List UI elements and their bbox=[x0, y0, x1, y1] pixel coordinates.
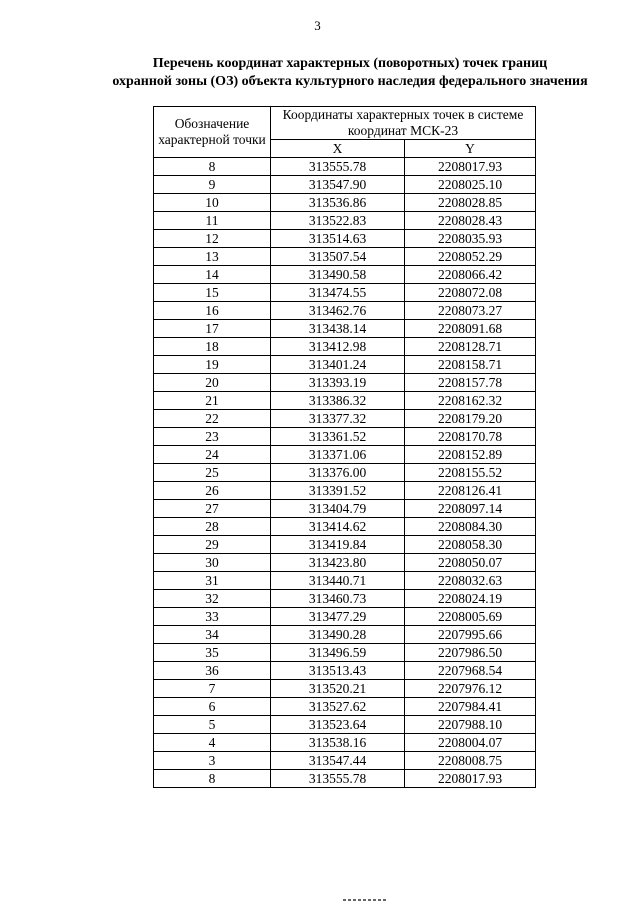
x-cell: 313438.14 bbox=[271, 320, 405, 338]
point-cell: 10 bbox=[154, 194, 271, 212]
y-cell: 2208028.43 bbox=[405, 212, 536, 230]
point-cell: 24 bbox=[154, 446, 271, 464]
point-cell: 35 bbox=[154, 644, 271, 662]
point-cell: 27 bbox=[154, 500, 271, 518]
table-row bbox=[154, 518, 536, 536]
x-cell: 313522.83 bbox=[271, 212, 405, 230]
point-cell: 5 bbox=[154, 716, 271, 734]
table-row bbox=[154, 194, 536, 212]
table-row bbox=[154, 176, 536, 194]
y-cell: 2208073.27 bbox=[405, 302, 536, 320]
x-column-header: X bbox=[271, 140, 405, 158]
coordinates-table bbox=[153, 106, 536, 788]
point-cell: 9 bbox=[154, 176, 271, 194]
point-cell: 11 bbox=[154, 212, 271, 230]
y-cell: 2207984.41 bbox=[405, 698, 536, 716]
point-column-header: Обозначение характерной точки bbox=[154, 107, 271, 158]
y-cell: 2208008.75 bbox=[405, 752, 536, 770]
document-title bbox=[70, 55, 630, 91]
point-cell: 14 bbox=[154, 266, 271, 284]
table-row bbox=[154, 644, 536, 662]
point-cell: 17 bbox=[154, 320, 271, 338]
point-cell: 19 bbox=[154, 356, 271, 374]
point-cell: 33 bbox=[154, 608, 271, 626]
table-row bbox=[154, 158, 536, 176]
y-cell: 2208052.29 bbox=[405, 248, 536, 266]
point-cell: 29 bbox=[154, 536, 271, 554]
point-cell: 3 bbox=[154, 752, 271, 770]
y-cell: 2208028.85 bbox=[405, 194, 536, 212]
x-cell: 313527.62 bbox=[271, 698, 405, 716]
point-cell: 12 bbox=[154, 230, 271, 248]
x-cell: 313536.86 bbox=[271, 194, 405, 212]
table-row bbox=[154, 464, 536, 482]
x-cell: 313514.63 bbox=[271, 230, 405, 248]
table-row bbox=[154, 248, 536, 266]
y-cell: 2208179.20 bbox=[405, 410, 536, 428]
point-cell: 32 bbox=[154, 590, 271, 608]
x-cell: 313523.64 bbox=[271, 716, 405, 734]
table-row bbox=[154, 608, 536, 626]
y-cell: 2208032.63 bbox=[405, 572, 536, 590]
table-row bbox=[154, 698, 536, 716]
y-cell: 2208084.30 bbox=[405, 518, 536, 536]
y-cell: 2208126.41 bbox=[405, 482, 536, 500]
page-number: 3 bbox=[314, 18, 321, 33]
y-cell: 2208170.78 bbox=[405, 428, 536, 446]
x-cell: 313547.44 bbox=[271, 752, 405, 770]
x-cell: 313462.76 bbox=[271, 302, 405, 320]
y-column-header: Y bbox=[405, 140, 536, 158]
point-cell: 16 bbox=[154, 302, 271, 320]
y-cell: 2208017.93 bbox=[405, 158, 536, 176]
x-cell: 313440.71 bbox=[271, 572, 405, 590]
x-cell: 313520.21 bbox=[271, 680, 405, 698]
table-row bbox=[154, 320, 536, 338]
x-cell: 313474.55 bbox=[271, 284, 405, 302]
x-cell: 313419.84 bbox=[271, 536, 405, 554]
coordinates-group-header: Координаты характерных точек в системе координат МСК-23 bbox=[271, 107, 536, 140]
table-row bbox=[154, 374, 536, 392]
table-row bbox=[154, 284, 536, 302]
x-cell: 313507.54 bbox=[271, 248, 405, 266]
point-cell: 26 bbox=[154, 482, 271, 500]
y-cell: 2207968.54 bbox=[405, 662, 536, 680]
x-cell: 313361.52 bbox=[271, 428, 405, 446]
point-cell: 30 bbox=[154, 554, 271, 572]
table-row bbox=[154, 770, 536, 788]
point-cell: 31 bbox=[154, 572, 271, 590]
x-cell: 313371.06 bbox=[271, 446, 405, 464]
point-cell: 25 bbox=[154, 464, 271, 482]
x-cell: 313513.43 bbox=[271, 662, 405, 680]
y-cell: 2208158.71 bbox=[405, 356, 536, 374]
y-cell: 2207988.10 bbox=[405, 716, 536, 734]
y-cell: 2208017.93 bbox=[405, 770, 536, 788]
y-cell: 2207995.66 bbox=[405, 626, 536, 644]
coordinates-table-body bbox=[154, 158, 536, 788]
y-cell: 2208157.78 bbox=[405, 374, 536, 392]
x-cell: 313555.78 bbox=[271, 158, 405, 176]
y-cell: 2208155.52 bbox=[405, 464, 536, 482]
table-row bbox=[154, 734, 536, 752]
table-row bbox=[154, 572, 536, 590]
y-cell: 2208050.07 bbox=[405, 554, 536, 572]
x-cell: 313377.32 bbox=[271, 410, 405, 428]
y-cell: 2208128.71 bbox=[405, 338, 536, 356]
y-cell: 2208152.89 bbox=[405, 446, 536, 464]
table-row bbox=[154, 554, 536, 572]
point-cell: 6 bbox=[154, 698, 271, 716]
x-cell: 313490.28 bbox=[271, 626, 405, 644]
footer-mark bbox=[343, 899, 387, 901]
point-cell: 13 bbox=[154, 248, 271, 266]
x-cell: 313386.32 bbox=[271, 392, 405, 410]
point-cell: 7 bbox=[154, 680, 271, 698]
y-cell: 2207986.50 bbox=[405, 644, 536, 662]
y-cell: 2208004.07 bbox=[405, 734, 536, 752]
point-cell: 4 bbox=[154, 734, 271, 752]
y-cell: 2208058.30 bbox=[405, 536, 536, 554]
table-row bbox=[154, 410, 536, 428]
title-line-2: охранной зоны (ОЗ) объекта культурного наследия федерального значения bbox=[112, 74, 588, 89]
point-cell: 28 bbox=[154, 518, 271, 536]
point-cell: 18 bbox=[154, 338, 271, 356]
point-cell: 23 bbox=[154, 428, 271, 446]
table-row bbox=[154, 230, 536, 248]
table-row bbox=[154, 302, 536, 320]
y-cell: 2208162.32 bbox=[405, 392, 536, 410]
table-row bbox=[154, 266, 536, 284]
point-cell: 20 bbox=[154, 374, 271, 392]
table-row bbox=[154, 446, 536, 464]
y-cell: 2207976.12 bbox=[405, 680, 536, 698]
point-cell: 8 bbox=[154, 158, 271, 176]
table-row bbox=[154, 392, 536, 410]
title-line-1: Перечень координат характерных (поворотных) точек границ bbox=[152, 56, 548, 71]
x-cell: 313414.62 bbox=[271, 518, 405, 536]
x-cell: 313423.80 bbox=[271, 554, 405, 572]
table-row bbox=[154, 356, 536, 374]
point-cell: 34 bbox=[154, 626, 271, 644]
x-cell: 313401.24 bbox=[271, 356, 405, 374]
table-row bbox=[154, 590, 536, 608]
point-cell: 21 bbox=[154, 392, 271, 410]
point-cell: 36 bbox=[154, 662, 271, 680]
y-cell: 2208072.08 bbox=[405, 284, 536, 302]
y-cell: 2208025.10 bbox=[405, 176, 536, 194]
table-row bbox=[154, 500, 536, 518]
x-cell: 313490.58 bbox=[271, 266, 405, 284]
table-row bbox=[154, 338, 536, 356]
table-row bbox=[154, 536, 536, 554]
point-cell: 22 bbox=[154, 410, 271, 428]
table-row bbox=[154, 212, 536, 230]
x-cell: 313477.29 bbox=[271, 608, 405, 626]
table-row bbox=[154, 680, 536, 698]
y-cell: 2208035.93 bbox=[405, 230, 536, 248]
table-row bbox=[154, 428, 536, 446]
x-cell: 313555.78 bbox=[271, 770, 405, 788]
point-cell: 8 bbox=[154, 770, 271, 788]
x-cell: 313391.52 bbox=[271, 482, 405, 500]
x-cell: 313547.90 bbox=[271, 176, 405, 194]
x-cell: 313538.16 bbox=[271, 734, 405, 752]
y-cell: 2208066.42 bbox=[405, 266, 536, 284]
table-row bbox=[154, 716, 536, 734]
x-cell: 313496.59 bbox=[271, 644, 405, 662]
table-row bbox=[154, 752, 536, 770]
y-cell: 2208097.14 bbox=[405, 500, 536, 518]
table-row bbox=[154, 662, 536, 680]
table-row bbox=[154, 482, 536, 500]
x-cell: 313460.73 bbox=[271, 590, 405, 608]
point-cell: 15 bbox=[154, 284, 271, 302]
y-cell: 2208005.69 bbox=[405, 608, 536, 626]
x-cell: 313404.79 bbox=[271, 500, 405, 518]
y-cell: 2208091.68 bbox=[405, 320, 536, 338]
y-cell: 2208024.19 bbox=[405, 590, 536, 608]
table-row bbox=[154, 626, 536, 644]
x-cell: 313393.19 bbox=[271, 374, 405, 392]
x-cell: 313376.00 bbox=[271, 464, 405, 482]
x-cell: 313412.98 bbox=[271, 338, 405, 356]
